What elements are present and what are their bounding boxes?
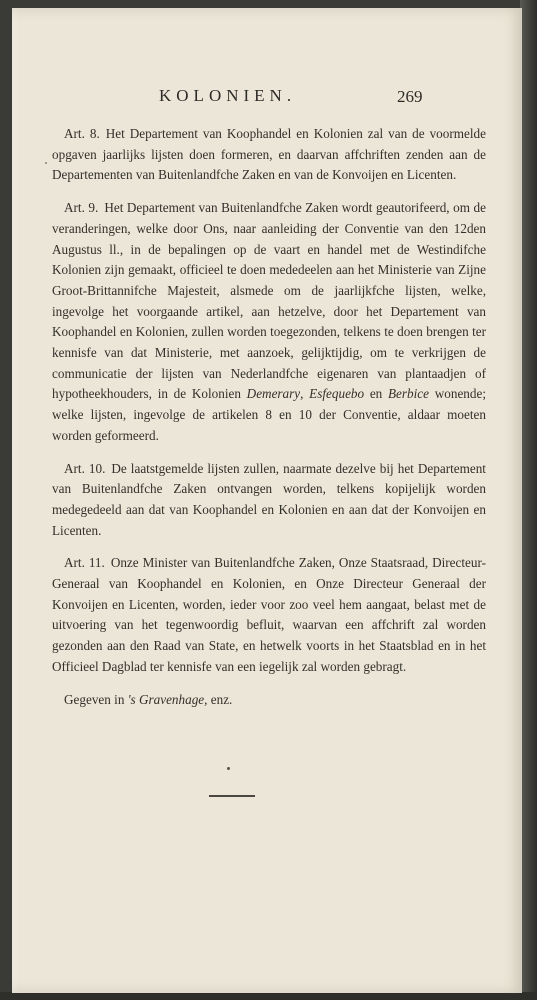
book-right-edge <box>520 0 537 1000</box>
separator: , <box>300 386 310 402</box>
book-page <box>12 8 522 993</box>
article-11 <box>52 553 486 677</box>
separator: en <box>364 386 388 402</box>
closing-line <box>52 690 486 711</box>
article-8 <box>52 124 486 186</box>
ornament-dot <box>227 767 230 770</box>
closing-suffix: , enz. <box>204 691 233 707</box>
place-name: Demerary <box>246 386 301 402</box>
closing-place: 's Gravenhage <box>127 691 205 707</box>
place-name: Esfequebo <box>309 386 365 402</box>
article-number: Art. 8. <box>64 126 100 141</box>
article-text: De laatstgemelde lijsten zullen, naarmate dezelve bij het Departement van Buitenlandfche Zaken ontvangen worden, telkens kopijelijk worden medegedeeld aan dat van Koophandel en Kolonien en aan dat der Konvoijen en Licenten. <box>52 460 486 538</box>
article-9 <box>52 198 486 446</box>
article-number: Art. 10. <box>64 460 106 476</box>
closing-prefix: Gegeven in <box>64 691 128 707</box>
page-number: 269 <box>397 87 423 106</box>
article-text: wonende; welke lijsten, ingevolge de artikelen 8 en 10 der Conventie, aldaar moeten worden geformeerd. <box>52 386 487 443</box>
article-number: Art. 9. <box>64 200 99 216</box>
article-10 <box>52 459 486 542</box>
paper-speck <box>45 162 47 164</box>
book-bottom-edge <box>0 992 537 1000</box>
page-body <box>52 124 486 722</box>
article-number: Art. 11. <box>64 555 105 571</box>
running-title: KOLONIEN. <box>159 86 297 105</box>
article-text: Onze Minister van Buitenlandfche Zaken, Onze Staatsraad, Directeur-Generaal van Koophandel en Kolonien, en Onze Directeur Generaal der Konvoijen en Licenten, worden, ieder voor zoo veel hem aangaat, belast met de uitvoering van het tegenwoordig befluit, waarvan een affchrift zal worden gezonden aan den Raad van State, en hetwelk voorts in het Staatsblad en in het Officieel Dagblad ter kennisfe van een iegelijk zal worden gebragt. <box>52 555 486 674</box>
place-name: Berbice <box>388 386 430 402</box>
closing-rule <box>209 795 255 797</box>
article-text: Het Departement van Buitenlandfche Zaken wordt geautorifeerd, om de veranderingen, welke door Ons, naar aanleiding der Conventie van den 12den Augustus ll., in de bepalingen op de vaart en handel met de Westindifche Kolonien zijn gemaakt, officieel te doen mededeelen aan het Ministerie van Zijne Groot-Brittannifche Majesteit, alsmede om de jaarlijkfche lijsten, welke, ingevolge het voorgaande artikel, aan hetzelve, door het Departement van Koophandel en Kolonien, zullen worden toegezonden, telkens te doen brengen ter kennisfe van dat Ministerie, met aanzoek, gelijktijdig, om te verkrijgen de communicatie der lijsten van Nederlandfche eigenaren van plantaadjen of hypotheekhouders, in de Kolonien <box>52 200 486 402</box>
page-header <box>12 86 522 110</box>
article-text: Het Departement van Koophandel en Kolonien zal van de voormelde opgaven jaarlijks lijsten doen formeren, en daarvan affchriften zenden aan de Departementen van Buitenlandfche Zaken en van de Konvoijen en Licenten. <box>52 126 486 183</box>
